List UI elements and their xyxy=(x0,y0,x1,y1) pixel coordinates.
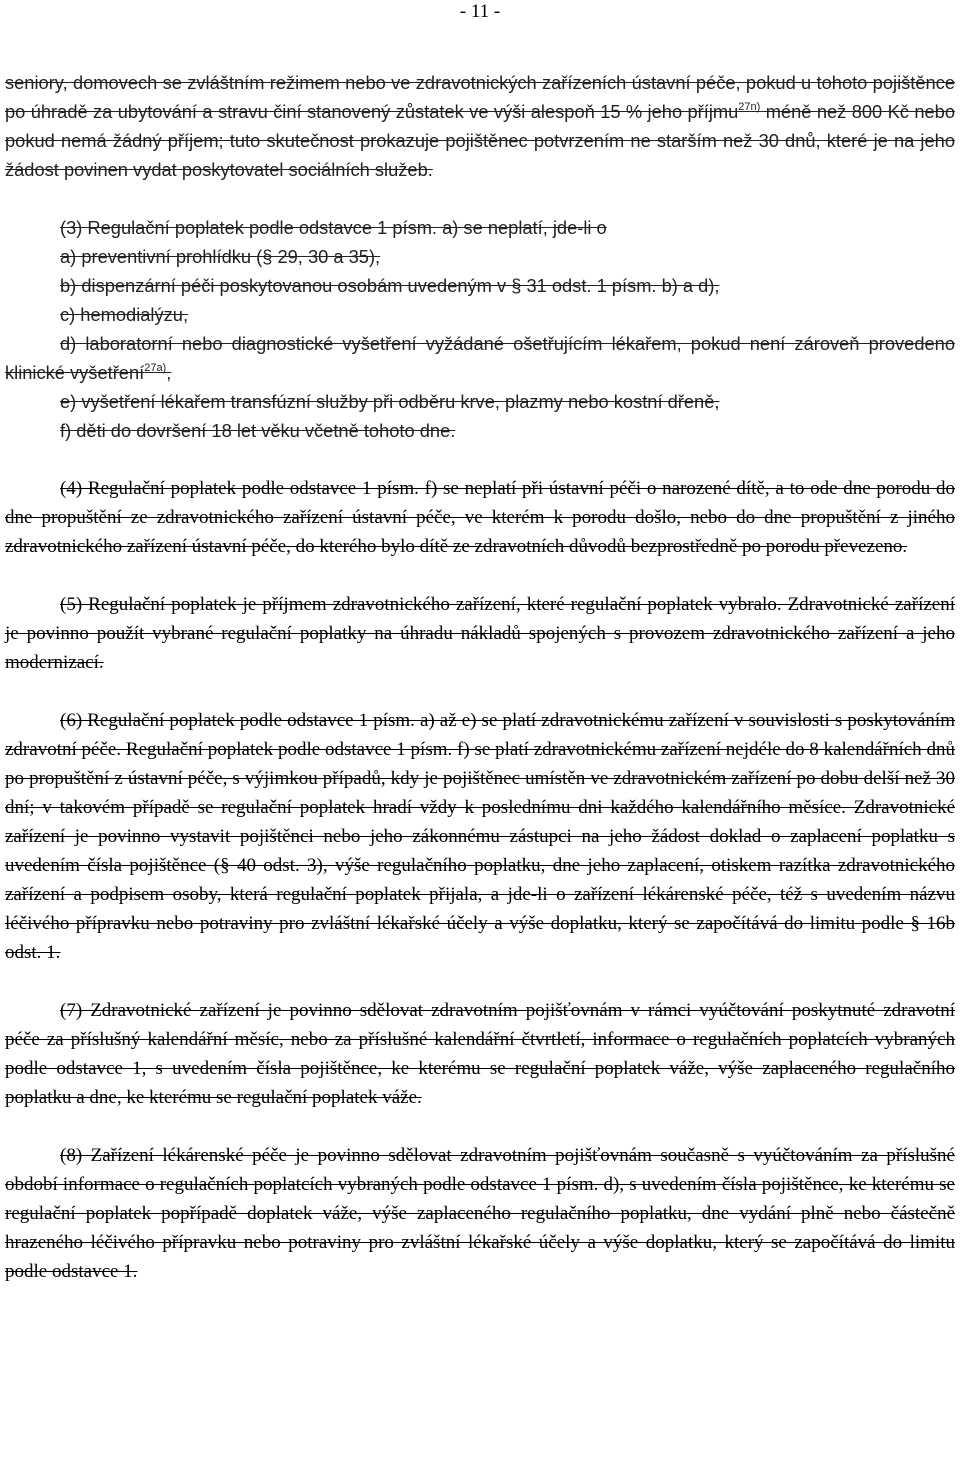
list-item-e: e) vyšetření lékařem transfúzní služby při odběru krve, plazmy nebo kostní dřeně, xyxy=(60,391,720,412)
list-item-d-text: d) laboratorní nebo diagnostické vyšetření vyžádané ošetřujícím lékařem, pokud není zároveň provedeno klinické vyšetření xyxy=(5,333,955,383)
paragraph-6: (6) Regulační poplatek podle odstavce 1 písm. a) až e) se platí zdravotnickému zařízení v souvislosti s poskytováním zdravotní péče. Regulační poplatek podle odstavce 1 písm. f) se platí zdravotnickému zařízení nejdéle do 8 kalendářních dnů po propuštění z ústavní péče, s výjimkou případů, kdy je pojištěnec umístěn ve zdravotnickém zařízení po dobu delší než 30 dní; v takovém případě se regulační poplatek hradí vždy k poslednímu dni každého kalendářního měsíce. Zdravotnické zařízení je povinno vystavit pojištěnci nebo jeho zákonnému zástupci na jeho žádost doklad o zaplacení poplatku s uvedením čísla pojištěnce (§ 40 odst. 3), výše regulačního poplatku, dne jeho zaplacení, otiskem razítka zdravotnického zařízení a podpisem osoby, která regulační poplatek přijala, a jde-li o zařízení lékárenské péče, též s uvedením názvu léčivého přípravku nebo potraviny pro zvláštní lékařské účely a výše doplatku, který se započítává do limitu podle § 16b odst. 1. xyxy=(5,710,955,963)
list-item-d-end: , xyxy=(166,362,172,383)
footnote-ref: 27n) xyxy=(738,101,761,113)
list-item-b: b) dispenzární péči poskytovanou osobám uvedeným v § 31 odst. 1 písm. b) a d), xyxy=(60,275,720,296)
paragraph-text: seniory, domovech se zvláštním režimem nebo ve zdravotnických zařízeních ústavní péče, pokud u tohoto pojištěnce po úhradě za ubytování a stravu činí stanovený zůstatek ve výši alespoň 15 % jeho příjmu xyxy=(5,72,955,122)
paragraph-4: (4) Regulační poplatek podle odstavce 1 písm. f) se neplatí při ústavní péči o narozené dítě, a to ode dne porodu do dne propuštění ze zdravotnického zařízení ústavní péče, ve kterém k porodu došlo, nebo do dne propuštění z jiného zdravotnického zařízení ústavní péče, do kterého bylo dítě ze zdravotních důvodů bezprostředně po porodu převezeno. xyxy=(5,478,955,557)
paragraph-3 xyxy=(5,213,955,445)
paragraph-7: (7) Zdravotnické zařízení je povinno sdělovat zdravotním pojišťovnám v rámci vyúčtování poskytnuté zdravotní péče za příslušný kalendářní měsíc, nebo za příslušné kalendářní čtvrtletí, informace o regulačních poplatcích vybraných podle odstavce 1, s uvedením čísla pojištěnce, ke kterému se regulační poplatek váže, výše zaplaceného regulačního poplatku a dne, ke kterému se regulační poplatek váže. xyxy=(5,1000,955,1108)
document-body xyxy=(5,68,955,1286)
list-item-d xyxy=(5,329,955,387)
footnote-ref: 27a) xyxy=(144,362,167,374)
list-item-c: c) hemodialýzu, xyxy=(60,304,189,325)
list-item-a: a) preventivní prohlídku (§ 29, 30 a 35), xyxy=(60,246,381,267)
paragraph-text: méně než 800 Kč nebo pokud nemá žádný příjem; tuto skutečnost prokazuje pojištěnec potvrzením ne starším než 30 dnů, které je na jeho žádost povinen vydat poskytovatel sociálních služeb. xyxy=(5,101,955,180)
list-item-f: f) děti do dovršení 18 let věku včetně tohoto dne. xyxy=(60,420,456,441)
paragraph-8: (8) Zařízení lékárenské péče je povinno sdělovat zdravotním pojišťovnám současně s vyúčtováním za příslušné období informace o regulačních poplatcích vybraných podle odstavce 1 písm. d), s uvedením čísla pojištěnce, ke kterému se regulační poplatek popřípadě doplatek váže, výše zaplaceného regulačního poplatku, dne vydání plně nebo částečně hrazeného léčivého přípravku nebo potraviny pro zvláštní lékařské účely a výše doplatku, který se započítává do limitu podle odstavce 1. xyxy=(5,1145,955,1282)
paragraph-continuation xyxy=(5,68,955,184)
paragraph-3-intro: (3) Regulační poplatek podle odstavce 1 písm. a) se neplatí, jde-li o xyxy=(60,217,607,238)
paragraph-5: (5) Regulační poplatek je příjmem zdravotnického zařízení, které regulační poplatek vybralo. Zdravotnické zařízení je povinno použít vybrané regulační poplatky na úhradu nákladů spojených s provozem zdravotnického zařízení a jeho modernizací. xyxy=(5,594,955,673)
page-number: - 11 - xyxy=(459,1,501,22)
